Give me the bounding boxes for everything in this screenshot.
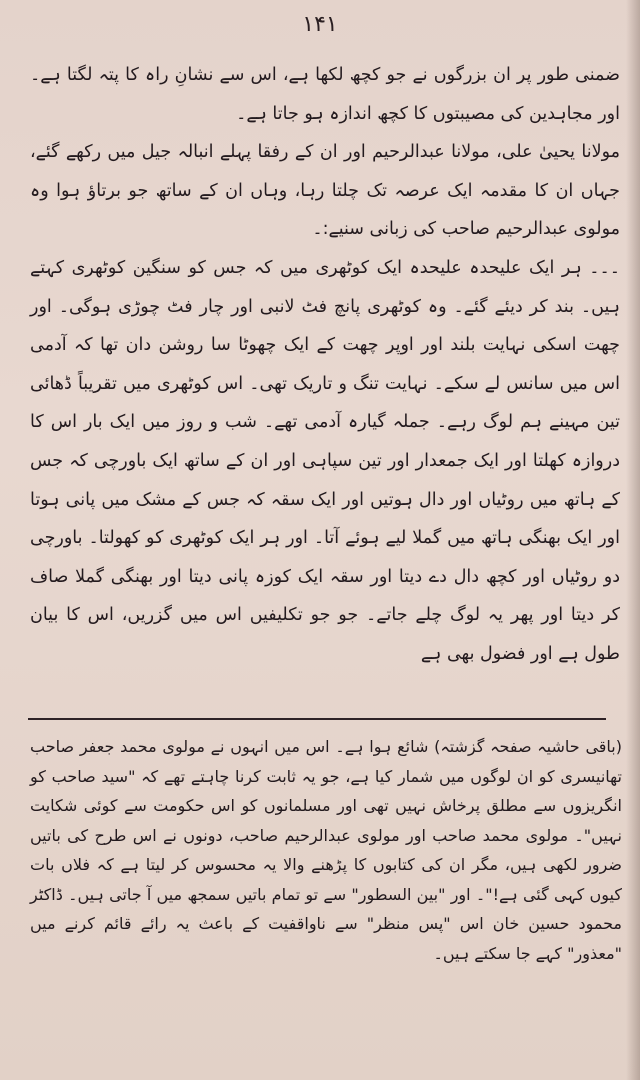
paragraph-quote: ۔۔۔ ہر ایک علیحدہ علیحدہ ایک کوٹھری میں کہ جس کو سنگین کوٹھری کہتے ہیں۔ بند کر دیئے گئے۔ وہ کوٹھری پانچ فٹ لانبی اور چار فٹ چوڑی ہوگی۔ اور چھت اسکی نہایت بلند اور اوپر چھت کے ایک چھوٹا سا روشن دان تھا کہ آدمی اس میں سانس لے سکے۔ نہایت تنگ و تاریک تھی۔ اس کوٹھری میں تقریباً ڈھائی تین مہینے ہم لوگ رہے۔ جملہ گیارہ آدمی تھے۔ شب و روز میں ایک بار اس کا دروازہ کھلتا اور ایک جمعدار اور تین سپاہی اور ان کے ساتھ ایک باورچی کہ جس کے ہاتھ میں روٹیاں اور دال ہوتیں اور ایک سقہ کہ جس کے مشک میں پانی ہوتا اور ایک بھنگی ہاتھ میں گملا لیے ہوئے آتا۔ اور ہر ایک کوٹھری کو کھولتا۔ باورچی دو روٹیاں اور کچھ دال دے دیتا اور سقہ ایک کوزہ پانی دیتا اور بھنگی گملا صاف کر دیتا اور پھر یہ لوگ چلے جاتے۔ جو جو تکلیفیں اس میں گزریں، اس کا بیان طول ہے اور فضول بھی ہے: [30, 257, 620, 664]
footnote: [30, 732, 622, 968]
paragraph-intro: ضمنی طور پر ان بزرگوں نے جو کچھ لکھا ہے، اس سے نشانِ راہ کا پتہ لگتا ہے۔ اور مجاہدین کی مصیبتوں کا کچھ اندازہ ہو جاتا ہے۔: [30, 65, 620, 124]
page-edge-shadow: [626, 0, 640, 1080]
footnote-paragraph: (باقی حاشیہ صفحہ گزشتہ) شائع ہوا ہے۔ اس میں انہوں نے مولوی محمد جعفر صاحب تھانیسری کو ان لوگوں میں شمار کیا ہے، جو یہ ثابت کرنا چاہتے تھے کہ "سید صاحب کو انگریزوں سے مطلق پرخاش نہیں تھی اور مسلمانوں کو اس حکومت سے کوئی شکایت نہیں"۔ مولوی محمد صاحب اور مولوی عبدالرحیم صاحب، دونوں نے اس طرح کی باتیں ضرور لکھی ہیں، مگر ان کی کتابوں کا پڑھنے والا یہ محسوس کر لیتا ہے کہ فلاں بات کیوں کہی گئی ہے!"۔ اور "بین السطور" سے تو تمام باتیں سمجھ میں آ جاتی ہیں۔ ڈاکٹر محمود حسین خان اس "پس منظر" سے ناواقفیت کے باعث یہ رائے قائم کرنے میں "معذور" کہے جا سکتے ہیں۔: [30, 737, 622, 963]
paragraph-jail: مولانا یحییٰ علی، مولانا عبدالرحیم اور ان کے رفقا پہلے انبالہ جیل میں رکھے گئے، جہاں ان کا مقدمہ ایک عرصہ تک چلتا رہا، وہاں ان کے ساتھ جو برتاؤ ہوا وہ مولوی عبدالرحیم صاحب کی زبانی سنیے:۔: [30, 142, 620, 240]
main-text: [30, 56, 620, 674]
footnote-divider: [28, 718, 606, 720]
page-number: ۱۴۱: [302, 12, 338, 37]
